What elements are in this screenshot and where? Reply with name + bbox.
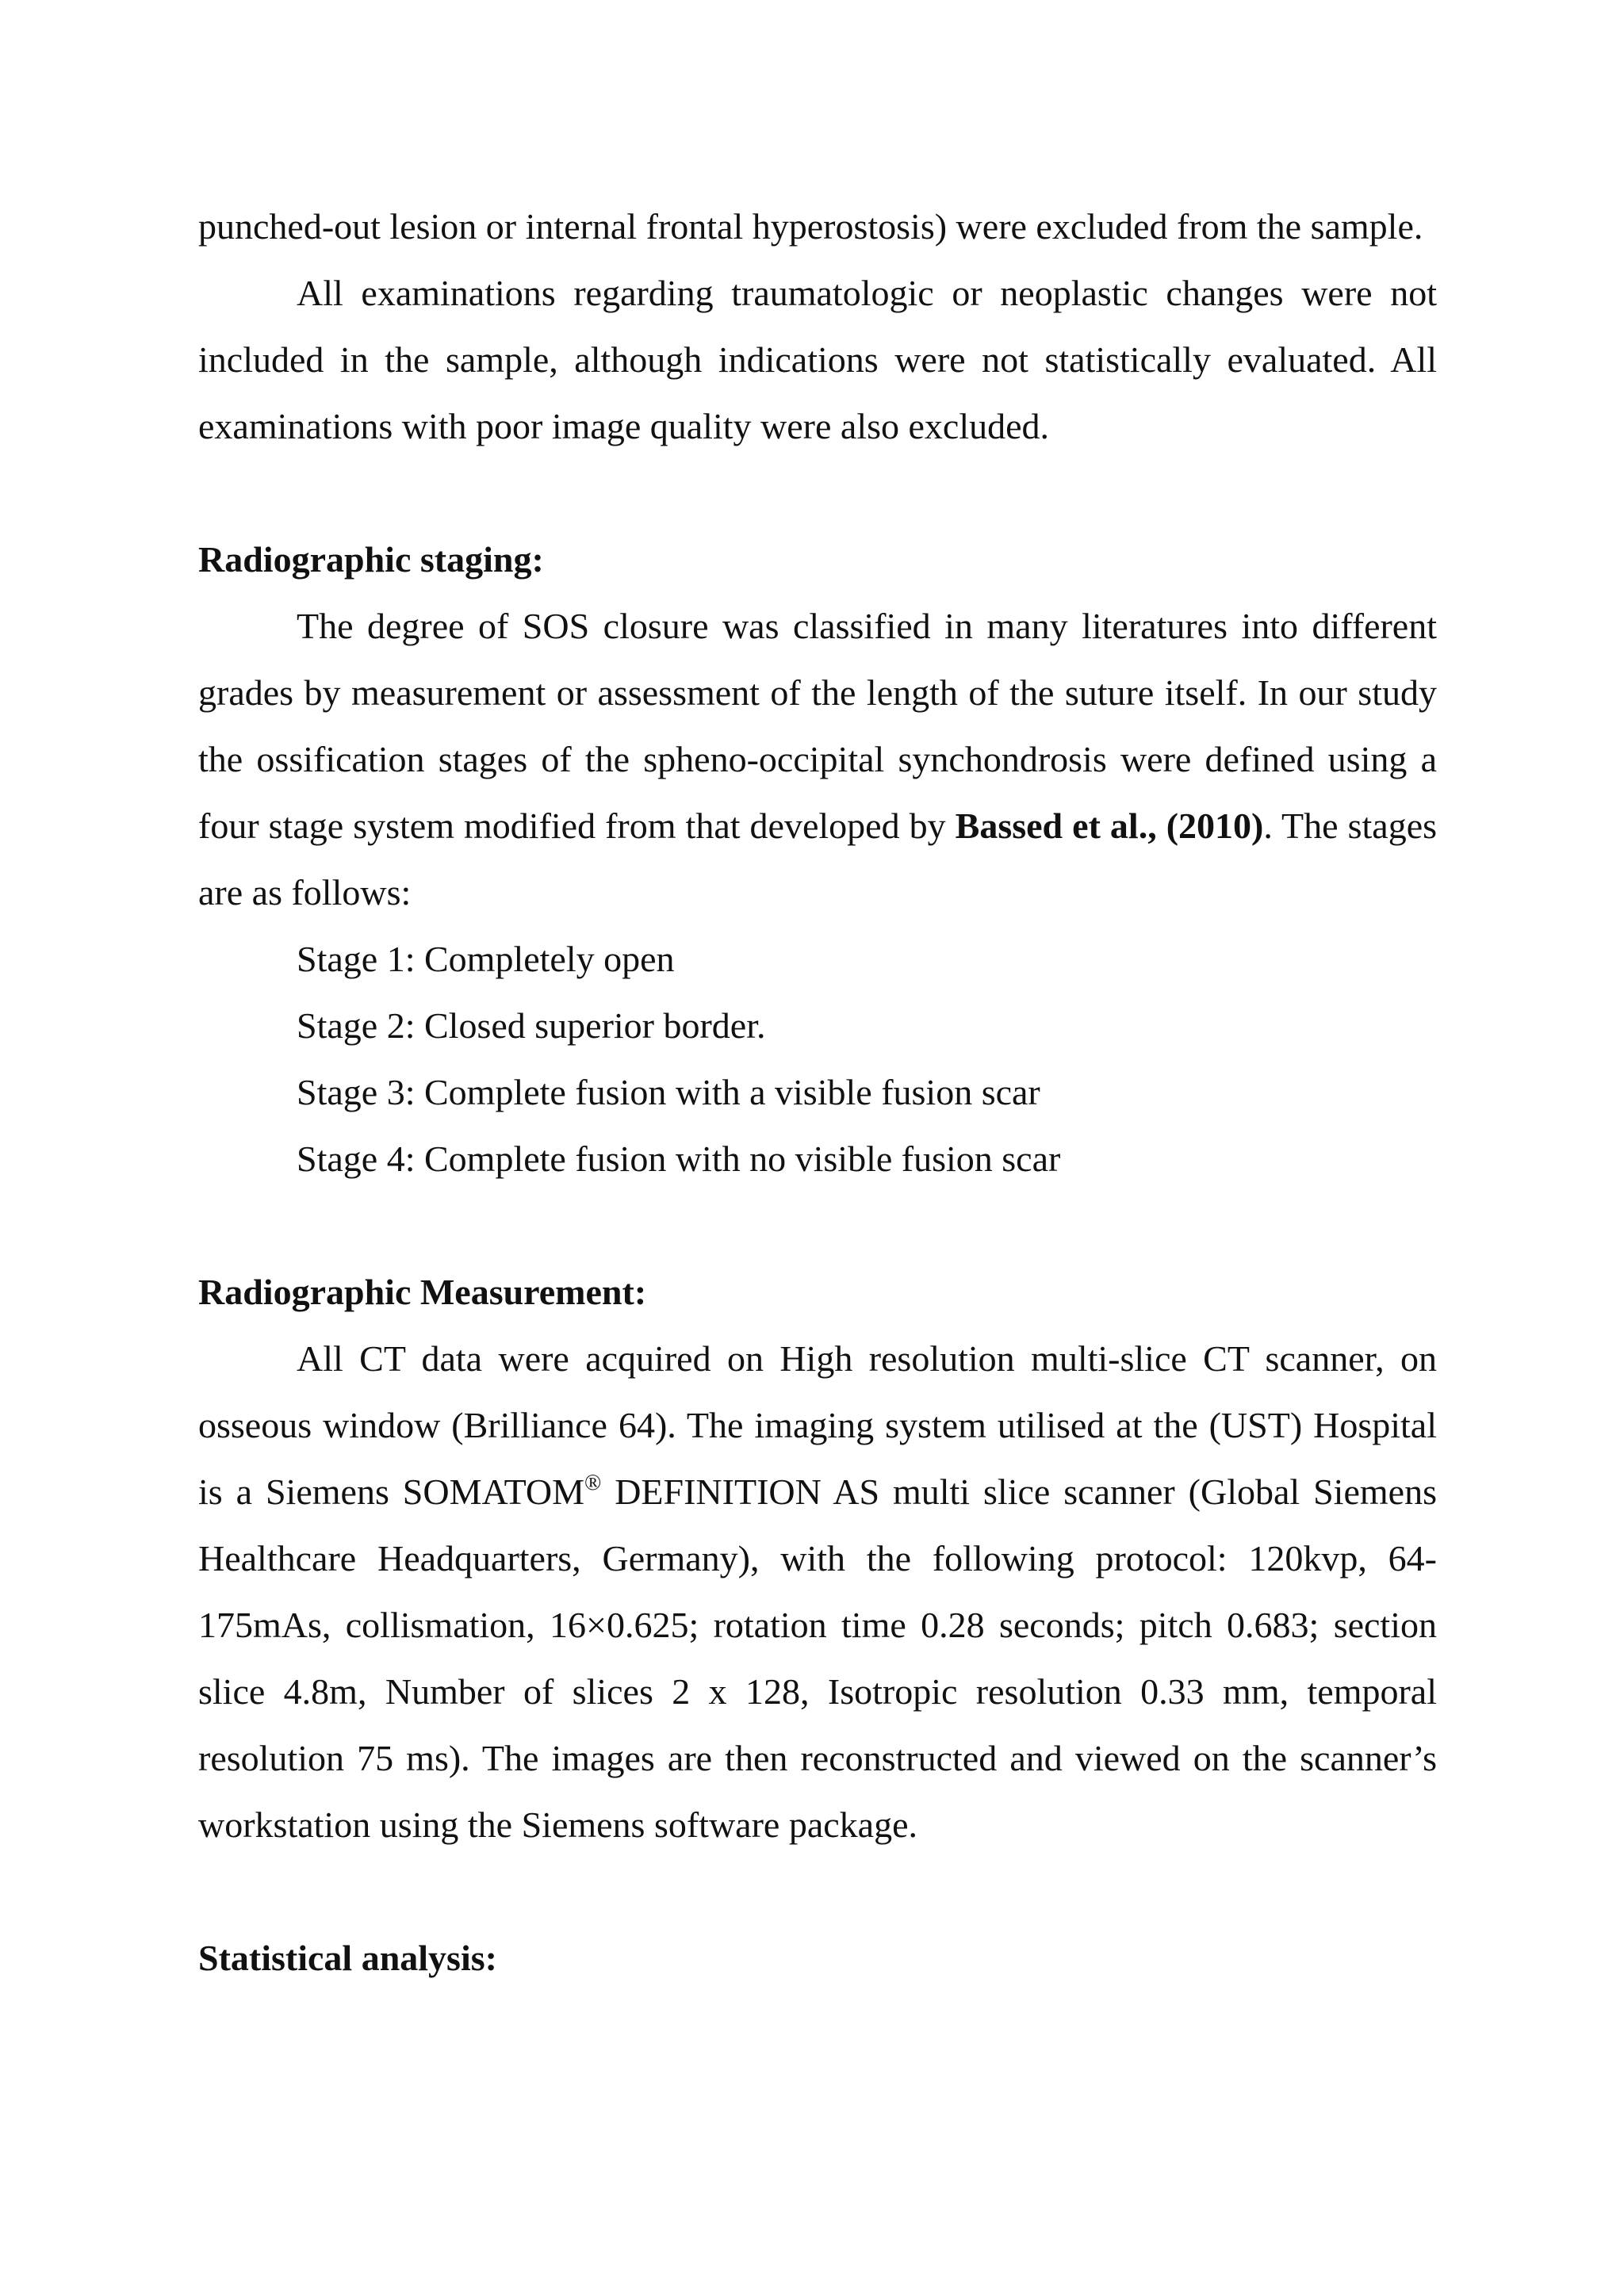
staging-paragraph <box>198 593 1437 926</box>
intro-paragraph-2: All examinations regarding traumatologic or neoplastic changes were not included in the sample, although indications were not statistically evaluated. All examinations with poor image quality were also excluded. <box>198 273 1437 446</box>
stage-4-item: Stage 4: Complete fusion with no visible fusion scar <box>297 1138 1061 1179</box>
section-spacer <box>198 1858 1437 1925</box>
radiographic-staging-heading: Radiographic staging: <box>198 539 544 580</box>
stage-2-item: Stage 2: Closed superior border. <box>297 1005 766 1046</box>
citation-bassed: Bassed et al., (2010) <box>955 806 1264 846</box>
intro-paragraph-1: punched-out lesion or internal frontal hyperostosis) were excluded from the sample. <box>198 206 1423 247</box>
staging-paragraph-tail: . The stages are as follows: <box>198 806 1438 913</box>
document-page <box>198 193 1437 1992</box>
radiographic-measurement-heading: Radiographic Measurement: <box>198 1272 647 1312</box>
measurement-paragraph <box>198 1326 1437 1858</box>
section-spacer <box>198 1192 1437 1259</box>
stage-1-item: Stage 1: Completely open <box>297 939 675 979</box>
section-spacer <box>198 460 1437 526</box>
statistical-analysis-heading: Statistical analysis: <box>198 1938 497 1978</box>
measurement-paragraph-lead: All CT data were acquired on High resolution multi-slice CT scanner, on osseous window (Brilliance 64). The imaging system utilised at the (UST) Hospital is a Siemens SOMATOM <box>198 1338 1437 1512</box>
measurement-paragraph-tail: DEFINITION AS multi slice scanner (Global Siemens Healthcare Headquarters, Germany), with the following protocol: 120kvp, 64-175mAs, collismation, 16×0.625; rotation time 0.28 seconds; pitch 0.683; section slice 4.8m, Number of slices 2 x 128, Isotropic resolution 0.33 mm, temporal resolution 75 ms). The images are then reconstructed and viewed on the scanner’s workstation using the Siemens software package. <box>198 1471 1437 1845</box>
stage-3-item: Stage 3: Complete fusion with a visible fusion scar <box>297 1072 1040 1112</box>
staging-paragraph-lead: The degree of SOS closure was classified in many literatures into different grades by measurement or assessment of the length of the suture itself. In our study the ossification stages of the spheno-occipital synchondrosis were defined using a four stage system modified from that developed by <box>198 606 1437 846</box>
registered-mark: ® <box>584 1471 602 1495</box>
